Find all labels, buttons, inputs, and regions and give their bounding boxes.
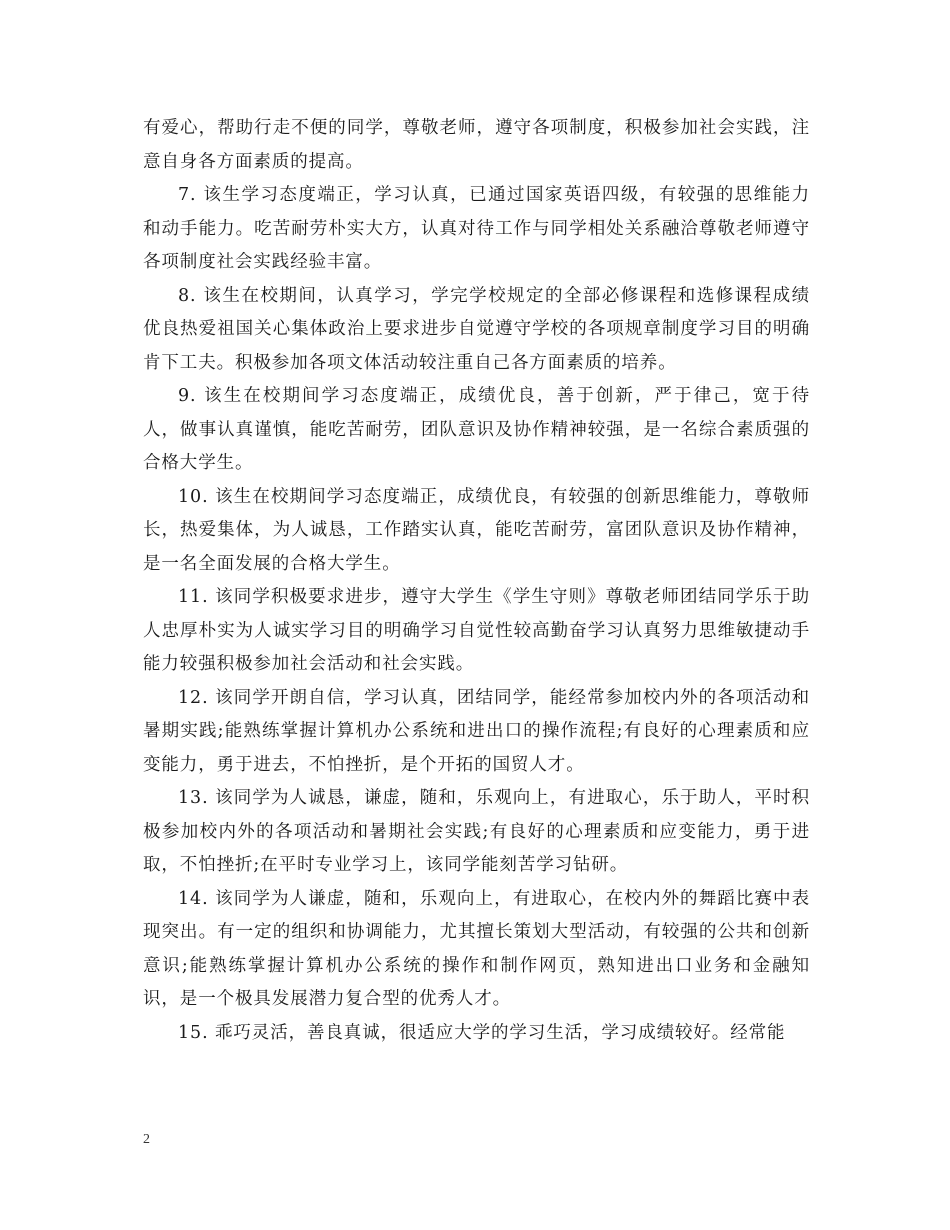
paragraph-item-10: 10. 该生在校期间学习态度端正，成绩优良，有较强的创新思维能力，尊敬师长，热爱集体，为人诚恳，工作踏实认真，能吃苦耐劳，富团队意识及协作精神，是一名全面发展的合格大学生。: [143, 486, 810, 574]
paragraph-item-7: 7. 该生学习态度端正，学习认真，已通过国家英语四级，有较强的思维能力和动手能力。吃苦耐劳朴实大方，认真对待工作与同学相处关系融洽尊敬老师遵守各项制度社会实践经验丰富。: [143, 185, 810, 272]
paragraph-item-13: 13. 该同学为人诚恳，谦虚，随和，乐观向上，有进取心，乐于助人，平时积极参加校内外的各项活动和暑期社会实践;有良好的心理素质和应变能力，勇于进取，不怕挫折;在平时专业学习上，该同学能刻苦学习钻研。: [143, 788, 810, 875]
paragraph-continuation: 有爱心，帮助行走不便的同学，尊敬老师，遵守各项制度，积极参加社会实践，注意自身各方面素质的提高。: [143, 118, 810, 172]
paragraph-item-14: 14. 该同学为人谦虚，随和，乐观向上，有进取心，在校内外的舞蹈比赛中表现突出。有一定的组织和协调能力，尤其擅长策划大型活动，有较强的公共和创新意识;能熟练掌握计算机办公系统的操作和制作网页，熟知进出口业务和金融知识，是一个极具发展潜力复合型的优秀人才。: [143, 888, 810, 1009]
paragraph-item-9: 9. 该生在校期间学习态度端正，成绩优良，善于创新，严于律己，宽于待人，做事认真谨慎，能吃苦耐劳，团队意识及协作精神较强，是一名综合素质强的合格大学生。: [143, 386, 810, 473]
paragraph-item-15: 15. 乖巧灵活，善良真诚，很适应大学的学习生活，学习成绩较好。经常能: [178, 1022, 786, 1043]
paragraph-item-11: 11. 该同学积极要求进步，遵守大学生《学生守则》尊敬老师团结同学乐于助人忠厚朴实为人诚实学习目的明确学习自觉性较高勤奋学习认真努力思维敏捷动手能力较强积极参加社会活动和社会实践。: [143, 587, 810, 674]
document-body: [143, 112, 810, 1050]
page-number: 2: [143, 1132, 150, 1147]
paragraph-item-12: 12. 该同学开朗自信，学习认真，团结同学，能经常参加校内外的各项活动和暑期实践;能熟练掌握计算机办公系统和进出口的操作流程;有良好的心理素质和应变能力，勇于进去，不怕挫折，是个开拓的国贸人才。: [143, 687, 810, 775]
paragraph-item-8: 8. 该生在校期间，认真学习，学完学校规定的全部必修课程和选修课程成绩优良热爱祖国关心集体政治上要求进步自觉遵守学校的各项规章制度学习目的明确肯下工夫。积极参加各项文体活动较注重自己各方面素质的培养。: [143, 285, 810, 373]
